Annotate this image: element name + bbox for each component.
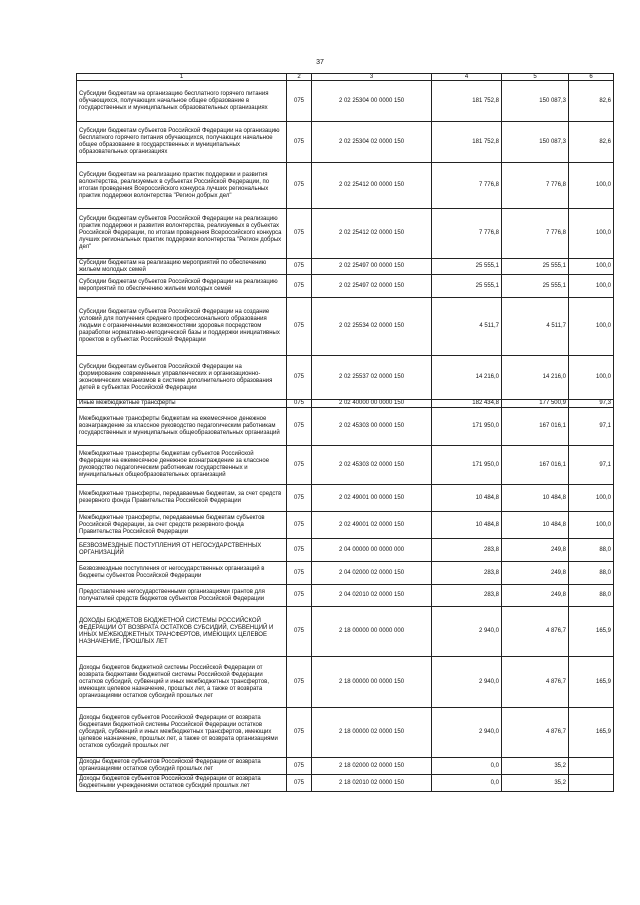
row-fact-value: 150 087,3 xyxy=(502,122,569,163)
row-percent: 97,1 xyxy=(569,408,614,446)
row-code: 075 xyxy=(287,607,312,657)
row-kbk: 2 02 45303 00 0000 150 xyxy=(312,408,432,446)
row-name: Субсидии бюджетам субъектов Российской Федерации на создание условий для получения среднего профессионального образования людьми с ограниченными возможностями здоровья посредством разработки нормативно-методической базы и поддержки инициативных проектов в субъектах Российской Федерации xyxy=(77,298,287,356)
row-percent: 100,0 xyxy=(569,298,614,356)
row-plan-value: 181 752,8 xyxy=(432,122,502,163)
table-row xyxy=(77,708,614,758)
row-kbk: 2 04 02000 02 0000 150 xyxy=(312,562,432,585)
row-code: 075 xyxy=(287,775,312,792)
row-kbk: 2 02 25304 02 0000 150 xyxy=(312,122,432,163)
row-fact-value: 7 776,8 xyxy=(502,163,569,209)
row-code: 075 xyxy=(287,275,312,298)
row-fact-value: 4 511,7 xyxy=(502,298,569,356)
row-percent: 97,3 xyxy=(569,400,614,408)
table-row xyxy=(77,485,614,512)
row-kbk: 2 02 25497 02 0000 150 xyxy=(312,275,432,298)
table-row xyxy=(77,275,614,298)
row-kbk: 2 18 00000 00 0000 150 xyxy=(312,657,432,708)
row-fact-value: 177 500,9 xyxy=(502,400,569,408)
row-percent xyxy=(569,758,614,775)
row-code: 075 xyxy=(287,539,312,562)
row-fact-value: 249,8 xyxy=(502,585,569,607)
table-row xyxy=(77,209,614,259)
row-plan-value: 25 555,1 xyxy=(432,275,502,298)
row-percent: 97,1 xyxy=(569,446,614,485)
row-kbk: 2 04 00000 00 0000 000 xyxy=(312,539,432,562)
row-code: 075 xyxy=(287,758,312,775)
row-kbk: 2 04 02010 02 0000 150 xyxy=(312,585,432,607)
row-fact-value: 35,2 xyxy=(502,758,569,775)
row-plan-value: 283,8 xyxy=(432,562,502,585)
table-row xyxy=(77,512,614,539)
row-percent: 100,0 xyxy=(569,163,614,209)
table-row xyxy=(77,356,614,400)
table-row xyxy=(77,539,614,562)
row-percent: 100,0 xyxy=(569,356,614,400)
row-plan-value: 7 776,8 xyxy=(432,163,502,209)
row-percent xyxy=(569,775,614,792)
row-plan-value: 283,8 xyxy=(432,539,502,562)
row-fact-value: 4 876,7 xyxy=(502,607,569,657)
row-code: 075 xyxy=(287,81,312,122)
row-code: 075 xyxy=(287,356,312,400)
column-header: 1 xyxy=(77,74,287,81)
table-row xyxy=(77,775,614,792)
table-row xyxy=(77,298,614,356)
page-number: 37 xyxy=(316,59,324,66)
row-code: 075 xyxy=(287,562,312,585)
row-plan-value: 182 434,8 xyxy=(432,400,502,408)
row-name: Безвозмездные поступления от негосударственных организаций в бюджеты субъектов Российской Федерации xyxy=(77,562,287,585)
row-code: 075 xyxy=(287,585,312,607)
table-row xyxy=(77,81,614,122)
row-fact-value: 7 776,8 xyxy=(502,209,569,259)
row-code: 075 xyxy=(287,259,312,275)
row-kbk: 2 18 00000 00 0000 000 xyxy=(312,607,432,657)
row-fact-value: 14 216,0 xyxy=(502,356,569,400)
row-fact-value: 167 016,1 xyxy=(502,408,569,446)
row-name: Иные межбюджетные трансферты xyxy=(77,400,287,408)
row-kbk: 2 02 25537 02 0000 150 xyxy=(312,356,432,400)
row-percent: 82,6 xyxy=(569,81,614,122)
row-kbk: 2 02 49001 00 0000 150 xyxy=(312,485,432,512)
row-kbk: 2 02 25304 00 0000 150 xyxy=(312,81,432,122)
row-code: 075 xyxy=(287,512,312,539)
row-percent: 82,6 xyxy=(569,122,614,163)
row-fact-value: 25 555,1 xyxy=(502,275,569,298)
row-name: Предоставление негосударственными организациями грантов для получателей средств бюджетов субъектов Российской Федерации xyxy=(77,585,287,607)
row-name: Субсидии бюджетам на реализацию практик поддержки и развития волонтерства, реализуемых в субъектах Российской Федерации, по итогам проведения Всероссийского конкурса лучших региональных практик поддержки волонтерства "Регион добрых дел" xyxy=(77,163,287,209)
row-plan-value: 283,8 xyxy=(432,585,502,607)
row-percent: 165,9 xyxy=(569,657,614,708)
row-code: 075 xyxy=(287,163,312,209)
table-row xyxy=(77,122,614,163)
row-name: Межбюджетные трансферты бюджетам на ежемесячное денежное вознаграждение за классное руководство педагогическим работникам государственных и муниципальных общеобразовательных организаций xyxy=(77,408,287,446)
row-percent: 88,0 xyxy=(569,562,614,585)
row-percent: 100,0 xyxy=(569,209,614,259)
row-plan-value: 14 216,0 xyxy=(432,356,502,400)
row-name: Субсидии бюджетам субъектов Российской Федерации на реализацию мероприятий по обеспечению жильем молодых семей xyxy=(77,275,287,298)
row-code: 075 xyxy=(287,408,312,446)
table-row xyxy=(77,758,614,775)
table-row xyxy=(77,585,614,607)
row-name: Доходы бюджетов субъектов Российской Федерации от возврата бюджетами бюджетной системы Российской Федерации остатков субсидий, субвенций и иных межбюджетных трансфертов, имеющих целевое назначение, прошлых лет, а также от возврата организациями остатков субсидий прошлых лет xyxy=(77,708,287,758)
row-fact-value: 4 876,7 xyxy=(502,657,569,708)
row-plan-value: 0,0 xyxy=(432,775,502,792)
row-plan-value: 4 511,7 xyxy=(432,298,502,356)
row-percent: 165,9 xyxy=(569,708,614,758)
row-name: Доходы бюджетов субъектов Российской Федерации от возврата организациями остатков субсидий прошлых лет xyxy=(77,758,287,775)
row-name: Субсидии бюджетам субъектов Российской Федерации на формирование современных управленческих и организационно-экономических механизмов в системе дополнительного образования детей в субъектах Российской Федерации xyxy=(77,356,287,400)
row-percent: 88,0 xyxy=(569,585,614,607)
row-plan-value: 181 752,8 xyxy=(432,81,502,122)
row-kbk: 2 02 49001 02 0000 150 xyxy=(312,512,432,539)
row-percent: 100,0 xyxy=(569,275,614,298)
table-row xyxy=(77,607,614,657)
row-plan-value: 2 940,0 xyxy=(432,657,502,708)
row-kbk: 2 02 25412 00 0000 150 xyxy=(312,163,432,209)
row-plan-value: 0,0 xyxy=(432,758,502,775)
row-kbk: 2 02 25497 00 0000 150 xyxy=(312,259,432,275)
row-fact-value: 150 087,3 xyxy=(502,81,569,122)
row-code: 075 xyxy=(287,708,312,758)
row-plan-value: 2 940,0 xyxy=(432,708,502,758)
column-header: 6 xyxy=(569,74,614,81)
row-name: Субсидии бюджетам на организацию бесплатного горячего питания обучающихся, получающих начальное общее образование в государственных и муниципальных образовательных организациях xyxy=(77,81,287,122)
row-fact-value: 167 016,1 xyxy=(502,446,569,485)
table-row xyxy=(77,400,614,408)
row-kbk: 2 02 25534 02 0000 150 xyxy=(312,298,432,356)
row-plan-value: 171 950,0 xyxy=(432,408,502,446)
row-fact-value: 249,8 xyxy=(502,562,569,585)
row-name: Субсидии бюджетам субъектов Российской Федерации на организацию бесплатного горячего питания обучающихся, получающих начальное общее образование в государственных и муниципальных образовательных организациях xyxy=(77,122,287,163)
row-code: 075 xyxy=(287,298,312,356)
row-percent: 100,0 xyxy=(569,259,614,275)
row-fact-value: 35,2 xyxy=(502,775,569,792)
row-kbk: 2 18 02000 02 0000 150 xyxy=(312,758,432,775)
row-name: Межбюджетные трансферты, передаваемые бюджетам субъектов Российской Федерации, за счет средств резервного фонда Правительства Российской Федерации xyxy=(77,512,287,539)
row-plan-value: 10 484,8 xyxy=(432,485,502,512)
row-code: 075 xyxy=(287,400,312,408)
row-plan-value: 25 555,1 xyxy=(432,259,502,275)
row-code: 075 xyxy=(287,122,312,163)
row-name: Доходы бюджетов бюджетной системы Российской Федерации от возврата бюджетами бюджетной системы Российской Федерации остатков субсидий, субвенций и иных межбюджетных трансфертов, имеющих целевое назначение, прошлых лет, а также от возврата организациями остатков субсидий прошлых лет xyxy=(77,657,287,708)
row-name: Субсидии бюджетам на реализацию мероприятий по обеспечению жильем молодых семей xyxy=(77,259,287,275)
table-row xyxy=(77,408,614,446)
row-name: БЕЗВОЗМЕЗДНЫЕ ПОСТУПЛЕНИЯ ОТ НЕГОСУДАРСТВЕННЫХ ОРГАНИЗАЦИЙ xyxy=(77,539,287,562)
row-name: Доходы бюджетов субъектов Российской Федерации от возврата бюджетными учреждениями остатков субсидий прошлых лет xyxy=(77,775,287,792)
table-row xyxy=(77,657,614,708)
row-code: 075 xyxy=(287,209,312,259)
row-plan-value: 10 484,8 xyxy=(432,512,502,539)
row-name: Межбюджетные трансферты бюджетам субъектов Российской Федерации на ежемесячное денежное вознаграждение за классное руководство педагогическим работникам государственных и муниципальных общеобразовательных организаций xyxy=(77,446,287,485)
row-code: 075 xyxy=(287,446,312,485)
table-row xyxy=(77,446,614,485)
column-header: 2 xyxy=(287,74,312,81)
budget-table xyxy=(76,73,614,792)
table-row xyxy=(77,259,614,275)
row-kbk: 2 18 00000 02 0000 150 xyxy=(312,708,432,758)
row-percent: 100,0 xyxy=(569,512,614,539)
table-row xyxy=(77,163,614,209)
row-kbk: 2 18 02010 02 0000 150 xyxy=(312,775,432,792)
table-header-row xyxy=(77,74,614,81)
column-header: 3 xyxy=(312,74,432,81)
row-kbk: 2 02 45303 02 0000 150 xyxy=(312,446,432,485)
column-header: 4 xyxy=(432,74,502,81)
row-name: Межбюджетные трансферты, передаваемые бюджетам, за счет средств резервного фонда Правительства Российской Федерации xyxy=(77,485,287,512)
row-code: 075 xyxy=(287,657,312,708)
row-percent: 100,0 xyxy=(569,485,614,512)
table-row xyxy=(77,562,614,585)
row-fact-value: 25 555,1 xyxy=(502,259,569,275)
column-header: 5 xyxy=(502,74,569,81)
row-percent: 165,9 xyxy=(569,607,614,657)
row-plan-value: 7 776,8 xyxy=(432,209,502,259)
row-fact-value: 10 484,8 xyxy=(502,485,569,512)
row-plan-value: 2 940,0 xyxy=(432,607,502,657)
row-fact-value: 4 876,7 xyxy=(502,708,569,758)
row-name: Субсидии бюджетам субъектов Российской Федерации на реализацию практик поддержки и развития волонтерства, реализуемых в субъектах Российской Федерации, по итогам проведения Всероссийского конкурса лучших региональных практик поддержки волонтерства "Регион добрых дел" xyxy=(77,209,287,259)
row-plan-value: 171 950,0 xyxy=(432,446,502,485)
row-kbk: 2 02 25412 02 0000 150 xyxy=(312,209,432,259)
row-name: ДОХОДЫ БЮДЖЕТОВ БЮДЖЕТНОЙ СИСТЕМЫ РОССИЙСКОЙ ФЕДЕРАЦИИ ОТ ВОЗВРАТА ОСТАТКОВ СУБСИДИЙ, СУБВЕНЦИЙ И ИНЫХ МЕЖБЮДЖЕТНЫХ ТРАНСФЕРТОВ, ИМЕЮЩИХ ЦЕЛЕВОЕ НАЗНАЧЕНИЕ, ПРОШЛЫХ ЛЕТ xyxy=(77,607,287,657)
row-kbk: 2 02 40000 00 0000 150 xyxy=(312,400,432,408)
row-percent: 88,0 xyxy=(569,539,614,562)
row-code: 075 xyxy=(287,485,312,512)
row-fact-value: 249,8 xyxy=(502,539,569,562)
row-fact-value: 10 484,8 xyxy=(502,512,569,539)
